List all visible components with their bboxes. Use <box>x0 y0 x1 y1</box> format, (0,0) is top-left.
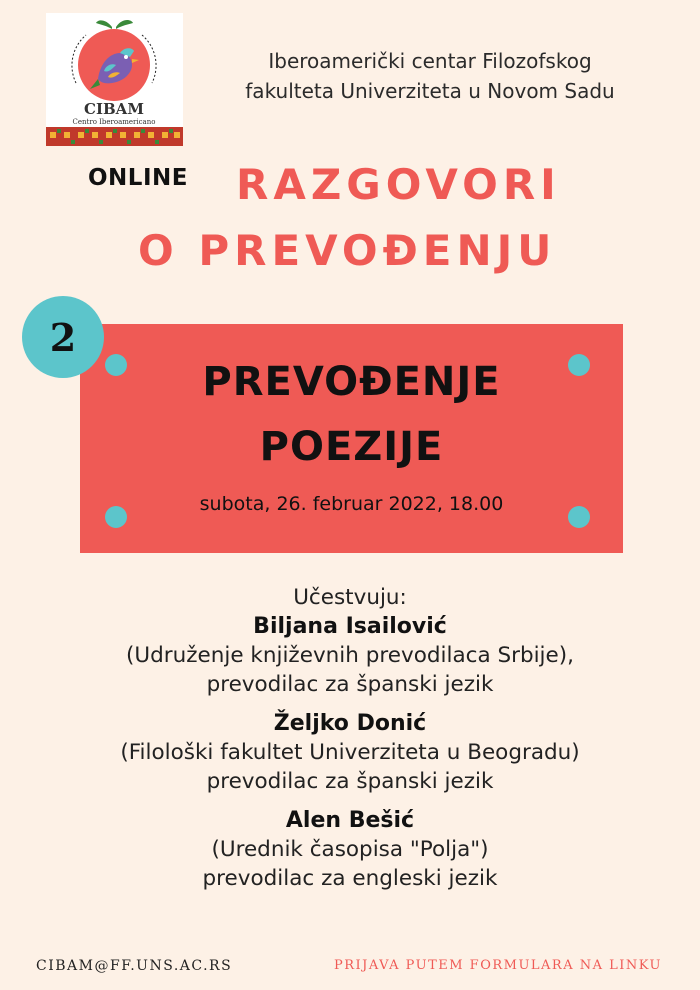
cibam-logo <box>46 13 183 146</box>
participant-role: prevodilac za španski jezik <box>206 769 494 794</box>
topic-title-line-2: POEZIJE <box>259 424 444 470</box>
participants-heading: Učestvuju: <box>293 585 407 610</box>
logo-graphic <box>46 13 183 146</box>
org-line-2: fakulteta Univerziteta u Novom Sadu <box>245 79 615 103</box>
event-title-line-1: RAZGOVORI <box>236 160 561 209</box>
registration-note: PRIJAVA PUTEM FORMULARA NA LINKU <box>333 958 662 973</box>
participant-role: prevodilac za španski jezik <box>206 672 494 697</box>
participant-name: Željko Donić <box>273 711 427 736</box>
topic-title-line-1: PREVOĐENJE <box>202 359 501 405</box>
event-title-line-2: O PREVOĐENJU <box>138 226 557 275</box>
organization-name <box>220 46 640 106</box>
episode-number-badge <box>22 296 104 378</box>
online-label: ONLINE <box>88 165 188 191</box>
participants-section <box>40 583 660 893</box>
topic-banner <box>80 324 623 553</box>
logo-name: CIBAM <box>84 100 144 118</box>
org-line-1: Iberoamerički centar Filozofskog <box>268 49 592 73</box>
event-date: subota, 26. februar 2022, 18.00 <box>199 493 504 515</box>
participant-name: Biljana Isailović <box>253 614 447 639</box>
episode-number: 2 <box>49 314 77 360</box>
participant-name: Alen Bešić <box>285 808 415 833</box>
participant-role: prevodilac za engleski jezik <box>202 866 498 891</box>
logo-subtitle: Centro Iberoamericano <box>72 118 156 126</box>
participant-affiliation: (Urednik časopisa "Polja") <box>211 837 489 862</box>
participant-affiliation: (Udruženje književnih prevodilaca Srbije), <box>126 643 574 668</box>
participant-affiliation: (Filološki fakultet Univerziteta u Beogradu) <box>120 740 580 765</box>
contact-email[interactable]: CIBAM@FF.UNS.AC.RS <box>36 958 233 974</box>
